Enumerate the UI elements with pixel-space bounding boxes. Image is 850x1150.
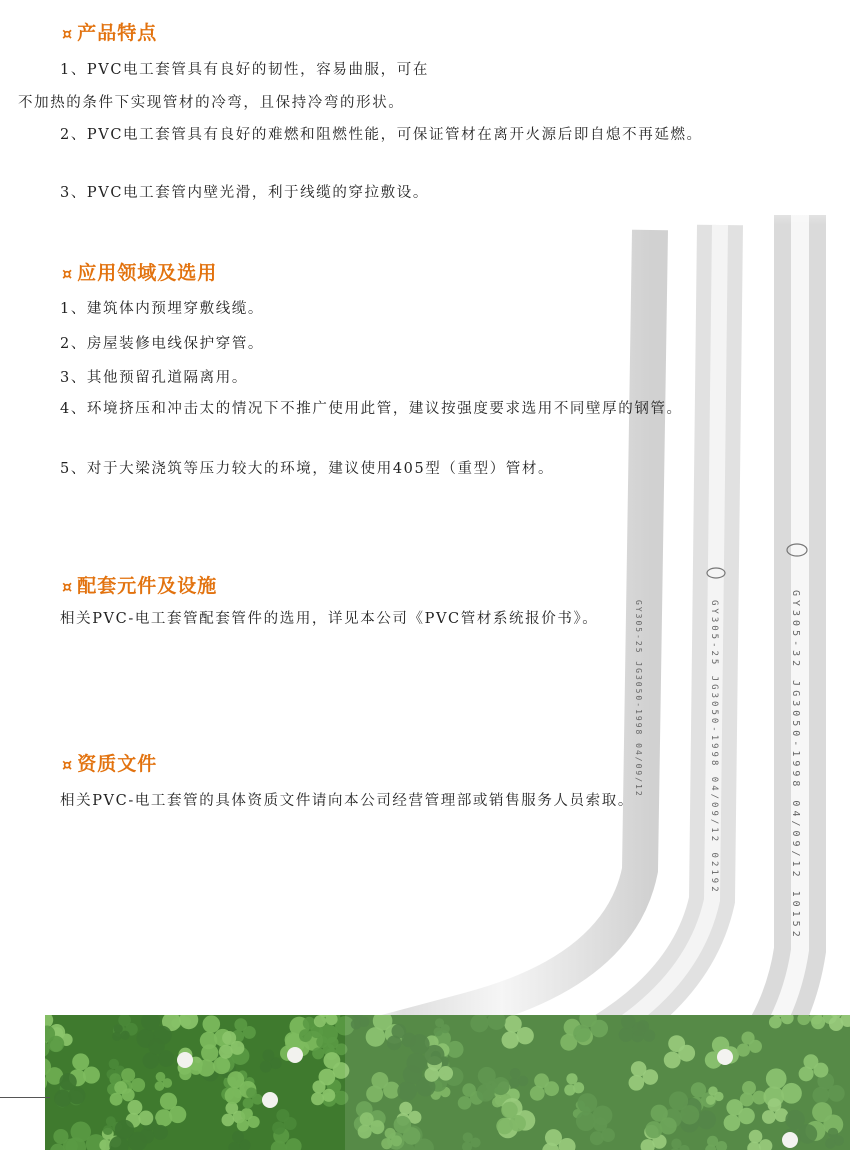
list-item: 2、房屋装修电线保护穿管。 (60, 336, 265, 352)
bullet-mark-icon: ¤ (62, 264, 74, 283)
fittings-text: 相关PVC-电工套管配套管件的选用，详见本公司《PVC管材系统报价书》。 (60, 611, 599, 627)
features-title: 产品特点 (77, 22, 158, 44)
bullet-mark-icon: ¤ (62, 577, 74, 596)
clover-flower-icon (177, 1052, 193, 1068)
footer-rule (0, 1097, 50, 1098)
features-heading (62, 18, 157, 45)
applications-title: 应用领域及选用 (77, 262, 218, 284)
clover-flower-icon (262, 1092, 278, 1108)
pipe-2 (400, 225, 720, 1120)
bullet-mark-icon: ¤ (62, 24, 74, 43)
pipe-2-print: GY305-25 JG3050-1998 04/09/12 02192 (709, 600, 719, 895)
qualifications-text: 相关PVC-电工套管的具体资质文件请向本公司经营管理部或销售服务人员索取。 (60, 793, 634, 809)
features-p2: 2、PVC电工套管具有良好的难燃和阻燃性能，可保证管材在离开火源后即自熄不再延燃。 (60, 127, 703, 143)
pipe-logo-icon (707, 568, 725, 578)
fittings-heading (62, 571, 217, 598)
clover-flower-icon (287, 1047, 303, 1063)
list-item: 3、其他预留孔道隔离用。 (60, 370, 248, 386)
applications-heading (62, 258, 217, 285)
pipe-logo-icon (787, 544, 807, 556)
features-p3: 3、PVC电工套管内壁光滑，利于线缆的穿拉敷设。 (60, 185, 429, 201)
features-p1-line1: 1、PVC电工套管具有良好的韧性，容易曲服，可在 (60, 62, 429, 78)
bullet-mark-icon: ¤ (62, 755, 74, 774)
list-item: 5、对于大梁浇筑等压力较大的环境，建议使用405型（重型）管材。 (60, 461, 555, 477)
qualifications-heading (62, 749, 157, 776)
qualifications-title: 资质文件 (77, 753, 158, 775)
list-item: 1、建筑体内预埋穿敷线缆。 (60, 301, 265, 317)
pipe-3 (640, 215, 800, 1150)
pipe-3-print: GY305-32 JG3050-1998 04/09/12 10152 (790, 590, 801, 941)
fittings-title: 配套元件及设施 (77, 575, 218, 597)
pipe-1-print: GY305-25 JG3050-1998 04/09/12 (634, 600, 643, 798)
clover-foliage-image (45, 1015, 850, 1150)
pipe-1 (320, 230, 650, 1050)
features-p1-line2: 不加热的条件下实现管材的冷弯，且保持冷弯的形状。 (18, 95, 405, 111)
list-item: 4、环境挤压和冲击太的情况下不推广使用此管，建议按强度要求选用不同壁厚的钢管。 (60, 401, 683, 417)
